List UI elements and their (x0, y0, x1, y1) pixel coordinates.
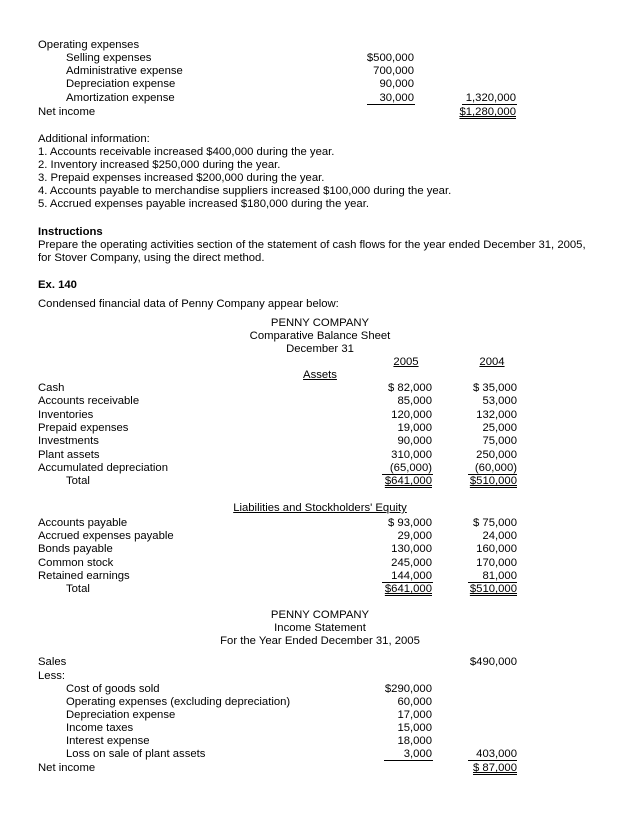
liab-total-label: Total (66, 583, 90, 595)
instructions-heading: Instructions (38, 226, 103, 238)
opex-total: 1,320,000 (465, 92, 516, 104)
assets-heading: Assets (303, 369, 337, 381)
assets-total-label: Total (66, 475, 90, 487)
expense-total-underline (468, 760, 517, 761)
opex-label: Amortization expense (66, 92, 175, 104)
liability-2004: 81,000 (482, 570, 517, 582)
instructions-text: for Stover Company, using the direct method. (38, 252, 265, 264)
net-income-value: $ 87,000 (473, 762, 517, 774)
asset-2004: 53,000 (482, 395, 517, 407)
opex-label: Selling expenses (66, 52, 152, 64)
liability-label: Bonds payable (38, 543, 113, 555)
liabilities-heading: Liabilities and Stockholders' Equity (233, 502, 407, 514)
asset-2004: 75,000 (482, 435, 517, 447)
net-income-value: $1,280,000 (459, 106, 516, 118)
expense-label: Cost of goods sold (66, 683, 160, 695)
asset-2005: 90,000 (397, 435, 432, 447)
assets-total-2004: $510,000 (469, 475, 517, 487)
exercise-heading: Ex. 140 (38, 279, 77, 291)
sales-label: Sales (38, 656, 67, 668)
liability-2004: $ 75,000 (473, 517, 517, 529)
additional-info-item: 3. Prepaid expenses increased $200,000 during the year. (38, 172, 325, 184)
liability-2005: 245,000 (391, 557, 432, 569)
asset-label: Prepaid expenses (38, 422, 129, 434)
operating-expenses-heading: Operating expenses (38, 39, 140, 51)
liab-total-2004: $510,000 (469, 583, 517, 595)
sales-value: $490,000 (469, 656, 517, 668)
liability-2004: 170,000 (476, 557, 517, 569)
additional-info-item: 1. Accounts receivable increased $400,000 during the year. (38, 146, 335, 158)
liability-2005: $ 93,000 (388, 517, 432, 529)
opex-amount: 90,000 (379, 78, 414, 90)
liability-2005: 130,000 (391, 543, 432, 555)
liability-2005: 144,000 (391, 570, 432, 582)
liability-label: Common stock (38, 557, 114, 569)
liability-label: Accounts payable (38, 517, 128, 529)
expense-label: Depreciation expense (66, 709, 176, 721)
balance-sheet-title: Comparative Balance Sheet (249, 330, 391, 342)
net-income-label: Net income (38, 762, 96, 774)
additional-info-item: 2. Inventory increased $250,000 during the year. (38, 159, 281, 171)
asset-2004: $ 35,000 (473, 382, 517, 394)
net-income-label: Net income (38, 106, 96, 118)
asset-label: Cash (38, 382, 65, 394)
exercise-intro: Condensed financial data of Penny Company appear below: (38, 298, 339, 310)
expense-amount: 60,000 (397, 696, 432, 708)
asset-2005: $ 82,000 (388, 382, 432, 394)
expense-amount: $290,000 (384, 683, 432, 695)
asset-2004: 132,000 (476, 409, 517, 421)
expense-amount: 3,000 (403, 748, 432, 760)
asset-label: Plant assets (38, 449, 100, 461)
liability-2005: 29,000 (397, 530, 432, 542)
opex-amount: 700,000 (373, 65, 414, 77)
asset-label: Accumulated depreciation (38, 462, 168, 474)
opex-amount: $500,000 (366, 52, 414, 64)
additional-info-item: 4. Accounts payable to merchandise suppliers increased $100,000 during the year. (38, 185, 452, 197)
balance-sheet-date: December 31 (286, 343, 354, 355)
balance-sheet-company: PENNY COMPANY (270, 317, 370, 329)
liability-label: Accrued expenses payable (38, 530, 174, 542)
expense-label: Loss on sale of plant assets (66, 748, 206, 760)
asset-2004: 250,000 (476, 449, 517, 461)
asset-label: Inventories (38, 409, 94, 421)
opex-label: Administrative expense (66, 65, 183, 77)
expense-total: 403,000 (476, 748, 517, 760)
liability-2004: 24,000 (482, 530, 517, 542)
instructions-text: Prepare the operating activities section of the statement of cash flows for the year ended December 31, 2005, (38, 239, 586, 251)
less-label: Less: (38, 670, 66, 682)
additional-info-item: 5. Accrued expenses payable increased $180,000 during the year. (38, 198, 369, 210)
assets-total-2005: $641,000 (384, 475, 432, 487)
expense-label: Income taxes (66, 722, 134, 734)
expense-underline (384, 760, 433, 761)
expense-amount: 18,000 (397, 735, 432, 747)
expense-label: Interest expense (66, 735, 150, 747)
opex-total-underline (462, 104, 517, 105)
expense-amount: 17,000 (397, 709, 432, 721)
asset-2005: 19,000 (397, 422, 432, 434)
asset-label: Investments (38, 435, 99, 447)
asset-2005: (65,000) (389, 462, 432, 474)
opex-amount: 30,000 (379, 92, 414, 104)
asset-2004: (60,000) (474, 462, 517, 474)
additional-info-heading: Additional information: (38, 133, 150, 145)
liability-label: Retained earnings (38, 570, 130, 582)
asset-2005: 85,000 (397, 395, 432, 407)
asset-2005: 310,000 (391, 449, 432, 461)
liab-total-2005: $641,000 (384, 583, 432, 595)
asset-label: Accounts receivable (38, 395, 140, 407)
income-statement-period: For the Year Ended December 31, 2005 (220, 635, 420, 647)
income-statement-company: PENNY COMPANY (270, 609, 370, 621)
opex-label: Depreciation expense (66, 78, 176, 90)
column-header-2004: 2004 (479, 356, 505, 368)
opex-underline (367, 104, 415, 105)
asset-2005: 120,000 (391, 409, 432, 421)
expense-amount: 15,000 (397, 722, 432, 734)
liability-2004: 160,000 (476, 543, 517, 555)
asset-2004: 25,000 (482, 422, 517, 434)
income-statement-title: Income Statement (274, 622, 366, 634)
column-header-2005: 2005 (393, 356, 419, 368)
expense-label: Operating expenses (excluding depreciation) (66, 696, 291, 708)
